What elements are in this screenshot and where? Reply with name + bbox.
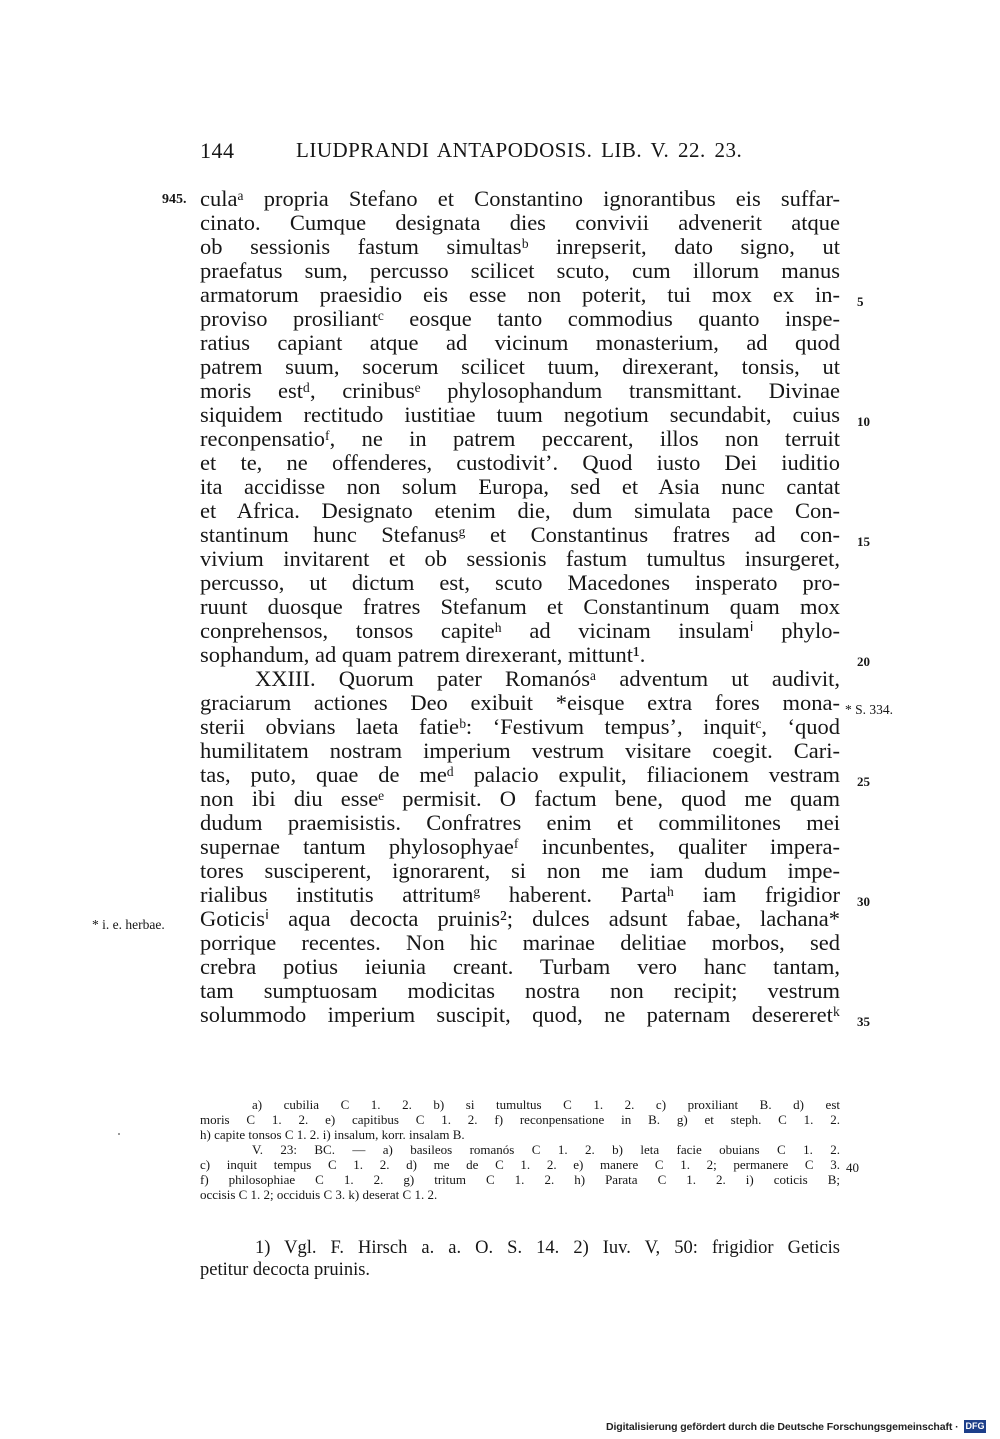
running-head <box>200 138 840 168</box>
line-number: 35 <box>857 1014 870 1029</box>
footnote-line: occisis C 1. 2; occiduis C 3. k) deserat C 1. 2. <box>200 1187 438 1202</box>
page-title: LIUDPRANDI ANTAPODOSIS. LIB. V. 22. 23. <box>296 138 743 162</box>
footnote-line: c) inquit tempus C 1. 2. d) me de C 1. 2. e) manere C 1. 2; permanere C 3. <box>200 1157 840 1172</box>
scan-speck <box>118 1133 120 1135</box>
line-number: 20 <box>857 654 870 669</box>
text-line: reconpensatioᶠ, ne in patrem peccarent, illos non terruit <box>200 426 840 451</box>
footnote-line: a) cubilia C 1. 2. b) si tumultus C 1. 2. c) proxiliant B. d) est <box>252 1097 840 1112</box>
text-line: humilitatem nostram imperium vestrum visitare coegit. Cari- <box>200 738 840 763</box>
text-line: patrem suum, socerum scilicet tuum, direxerant, tonsis, ut <box>200 354 840 379</box>
text-line: siquidem rectitudo iustitiae tuum negotium secundabit, cuius <box>200 402 840 427</box>
margin-year: 945. <box>162 192 187 207</box>
text-line: tam sumptuosam modicitas nostra non recipit; vestrum <box>200 978 840 1003</box>
footnote-line: f) philosophiae C 1. 2. g) tritum C 1. 2. h) Parata C 1. 2. i) coticis B; <box>200 1172 840 1187</box>
text-line: cinato. Cumque designata dies convivii advenerit atque <box>200 210 840 235</box>
line-number: 5 <box>857 294 864 309</box>
text-line: ruunt duosque fratres Stefanum et Constantinum quam mox <box>200 594 840 619</box>
text-line: stantinum hunc Stefanusᵍ et Constantinus fratres ad con- <box>200 522 840 547</box>
text-line: supernae tantum phylosophyaeᶠ incunbentes, qualiter impera- <box>200 834 840 859</box>
footnote-line: moris C 1. 2. e) capitibus C 1. 2. f) reconpensatione in B. g) et steph. C 1. 2. <box>200 1112 840 1127</box>
line-number: 30 <box>857 894 870 909</box>
text-line: sterii obvians laeta fatieᵇ: ‘Festivum tempus’, inquitᶜ, ‘quod <box>200 714 840 739</box>
digitization-credit: Digitalisierung gefördert durch die Deutsche Forschungsgemeinschaft · <box>606 1421 959 1433</box>
text-line: porrique recentes. Non hic marinae delitiae morbos, sed <box>200 930 840 955</box>
source-note-line: 1) Vgl. F. Hirsch a. a. O. S. 14. 2) Iuv. V, 50: frigidior Geticis <box>255 1238 840 1258</box>
text-line: tas, puto, quae de meᵈ palacio expulit, filiacionem vestram <box>200 762 840 787</box>
text-line: percusso, ut dictum est, scuto Macedones insperato pro- <box>200 570 840 595</box>
footnote-line-number: 40 <box>846 1160 859 1175</box>
text-line: Goticisⁱ aqua decocta pruinis²; dulces adsunt fabae, lachana* <box>200 906 840 931</box>
text-line: graciarum actiones Deo exibuit *eisque extra fores mona- <box>200 690 840 715</box>
text-line: armatorum praesidio eis esse non poterit, tui mox ex in- <box>200 282 840 307</box>
margin-gloss: * i. e. herbae. <box>92 917 165 932</box>
text-line: ita accidisse non solum Europa, sed et Asia nunc cantat <box>200 474 840 499</box>
source-note-line: petitur decocta pruinis. <box>200 1260 371 1280</box>
text-line: solummodo imperium suscipit, quod, ne paternam desereretᵏ <box>200 1002 840 1027</box>
text-line: et te, ne offenderes, custodivit’. Quod iusto Dei iuditio <box>200 450 840 475</box>
text-line: et Africa. Designato etenim die, dum simulata pace Con- <box>200 498 840 523</box>
footnote-line: h) capite tonsos C 1. 2. i) insalum, korr. insalam B. <box>200 1127 465 1142</box>
line-number: 25 <box>857 774 870 789</box>
text-line: crebra potius ieiunia creant. Turbam vero hanc tantam, <box>200 954 840 979</box>
page-reference: * S. 334. <box>845 702 894 717</box>
footnote-line: V. 23: BC. — a) basileos romanós C 1. 2. b) leta facie obuians C 1. 2. <box>252 1142 840 1157</box>
dfg-logo: DFG <box>965 1421 985 1431</box>
text-line: praefatus sum, percusso scilicet scuto, cum illorum manus <box>200 258 840 283</box>
text-line: sophandum, ad quam patrem direxerant, mittunt¹. <box>200 642 646 667</box>
text-line: rialibus institutis attritumᵍ haberent. Partaʰ iam frigidior <box>200 882 840 907</box>
text-line: ob sessionis fastum simultasᵇ inrepserit, dato signo, ut <box>200 234 840 259</box>
text-line: moris estᵈ, crinibusᵉ phylosophandum transmittant. Divinae <box>200 378 840 403</box>
text-line: proviso prosiliantᶜ eosque tanto commodius quanto inspe- <box>200 306 840 331</box>
line-number: 15 <box>857 534 870 549</box>
text-line: culaᵃ propria Stefano et Constantino ignorantibus eis suffar- <box>200 186 840 211</box>
text-line: vivium invitarent et ob sessionis fastum tumultus insurgeret, <box>200 546 840 571</box>
line-number: 10 <box>857 414 870 429</box>
page-number: 144 <box>200 138 235 163</box>
text-line: non ibi diu esseᵉ permisit. O factum bene, quod me quam <box>200 786 840 811</box>
chapter-start-line: XXIII. Quorum pater Romanósᵃ adventum ut audivit, <box>255 666 840 691</box>
text-line: tores susciperent, ignorarent, si non me iam dudum impe- <box>200 858 840 883</box>
text-line: ratius capiant atque ad vicinum monasterium, ad quod <box>200 330 840 355</box>
text-line: conprehensos, tonsos capiteʰ ad vicinam insulamⁱ phylo- <box>200 618 840 643</box>
text-line: dudum praemisistis. Confratres enim et commilitones mei <box>200 810 840 835</box>
